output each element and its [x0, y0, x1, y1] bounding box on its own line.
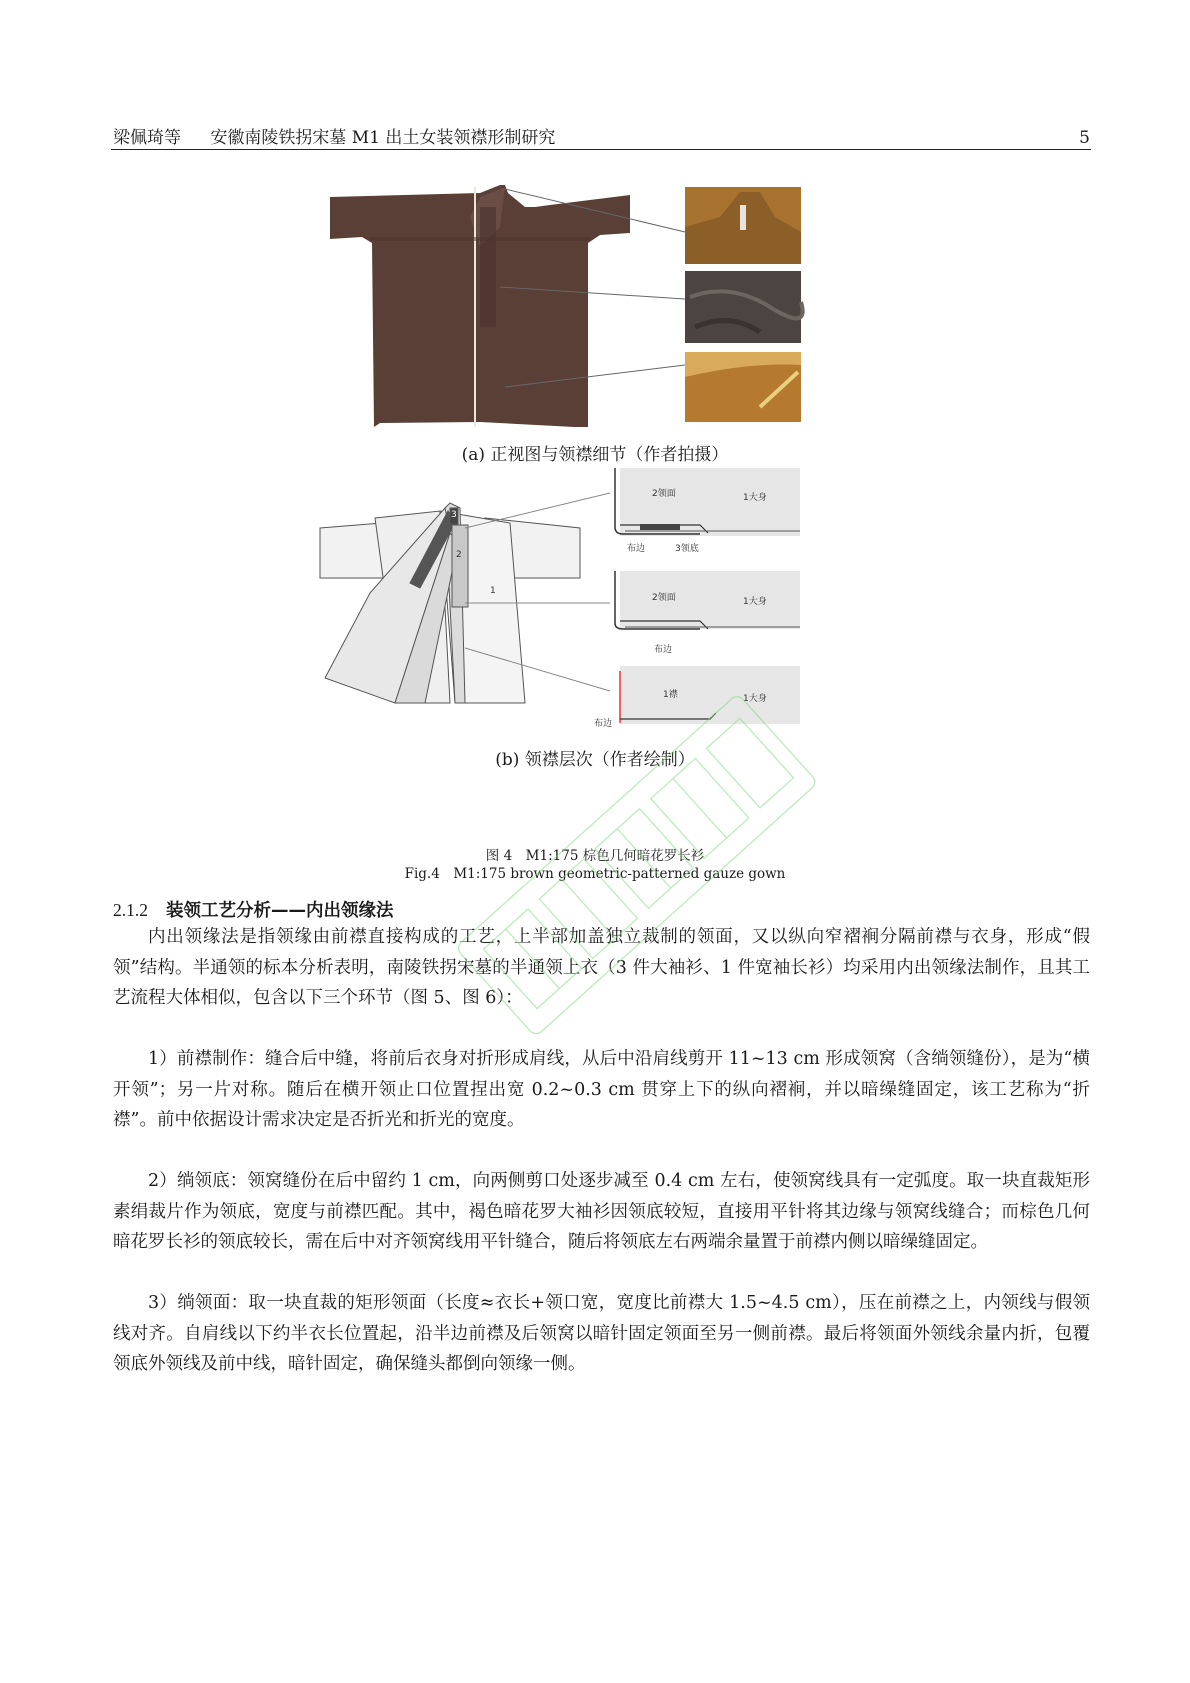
- section-number: 2.1.2: [113, 900, 148, 920]
- detail-photo-collar: [685, 187, 801, 264]
- header-authors: 梁佩琦等: [113, 128, 181, 148]
- figure-caption-cn: 图 4 M1:175 棕色几何暗花罗长衫: [485, 848, 705, 864]
- detail-photo-edge: [685, 352, 801, 422]
- detail3-body-label: 1大身: [743, 694, 767, 704]
- detail-section-1: [615, 468, 800, 554]
- detail1-body-label: 1大身: [743, 493, 767, 503]
- detail1-collar-face-label: 2领面: [652, 489, 676, 499]
- paragraph-intro: 内出领缘法是指领缘由前襟直接构成的工艺，上半部加盖独立裁制的领面，又以纵向窄褶裥分隔前襟与衣身，形成“假领”结构。半通领的标本分析表明，南陵铁拐宋墓的半通领上衣（3 件大袖衫、1 件宽袖长衫）均采用内出领缘法制作，且其工艺流程大体相似，包含以下三个环节（图 5、图 6）：: [113, 927, 1090, 1008]
- diagram-label-2: 2: [456, 550, 462, 560]
- figure-b-caption: (b) 领襟层次（作者绘制）: [495, 750, 695, 770]
- figure-caption-en: Fig.4 M1:175 brown geometric-patterned gauze gown: [404, 866, 786, 882]
- detail1-collar-base-label: 3领底: [675, 544, 699, 554]
- page-number: 5: [1079, 128, 1090, 148]
- detail-section-3: [594, 666, 800, 729]
- detail-section-2: [615, 571, 800, 655]
- detail2-collar-face-label: 2领面: [652, 593, 676, 603]
- header-rule: [111, 149, 1091, 150]
- figure-a-caption: (a) 正视图与领襟细节（作者拍摄）: [461, 445, 729, 465]
- header-title: 安徽南陵铁拐宋墓 M1 出土女装领襟形制研究: [210, 128, 556, 148]
- paragraph-step-1: 1）前襟制作：缝合后中缝，将前后衣身对折形成肩线，从后中沿肩线剪开 11~13 cm 形成领窝（含绱领缝份），是为“横开领”；另一片对称。随后在横开领止口位置捏出宽 0.2~0.3 cm 贯穿上下的纵向褶裥，并以暗缲缝固定，该工艺称为“折襟”。前中依据设计需求决定是否折光和折光的宽度。: [113, 1049, 1090, 1130]
- paragraph-step-2: 2）绱领底：领窝缝份在后中留约 1 cm，向两侧剪口处逐步减至 0.4 cm 左右，使领窝线具有一定弧度。取一块直裁矩形素绢裁片作为领底，宽度与前襟匹配。其中，褐色暗花罗大袖衫因领底较短，直接用平针将其边缘与领窝线缝合；而棕色几何暗花罗长衫的领底较长，需在后中对齐领窝线用平针缝合，随后将领底左右两端余量置于前襟内侧以暗缲缝固定。: [113, 1171, 1090, 1252]
- detail-photo-seam: [685, 271, 803, 343]
- detail1-cloth-edge-label: 布边: [627, 544, 646, 554]
- paragraph-step-3: 3）绱领面：取一块直裁的矩形领面（长度≈衣长+领口宽，宽度比前襟大 1.5~4.5 cm），压在前襟之上，内领线与假领线对齐。自肩线以下约半衣长位置起，沿半边前襟及后领窝以暗针固定领面至另一侧前襟。最后将领面外领线余量内折，包覆领底外领线及前中线，暗针固定，确保缝头都倒向领缘一侧。: [113, 1293, 1090, 1374]
- diagram-label-1: 1: [490, 586, 496, 596]
- detail3-lapel-label: 1襟: [663, 690, 678, 700]
- figure-a-photo: [330, 187, 870, 452]
- diagram-label-3: 3: [451, 510, 457, 520]
- section-heading: [113, 897, 394, 922]
- detail3-cloth-edge-label: 布边: [594, 719, 613, 729]
- detail2-body-label: 1大身: [743, 597, 767, 607]
- detail2-cloth-edge-label: 布边: [654, 645, 673, 655]
- running-header: [113, 123, 1090, 148]
- section-title: 装领工艺分析——内出领缘法: [166, 901, 394, 921]
- garment-photo: [330, 185, 630, 427]
